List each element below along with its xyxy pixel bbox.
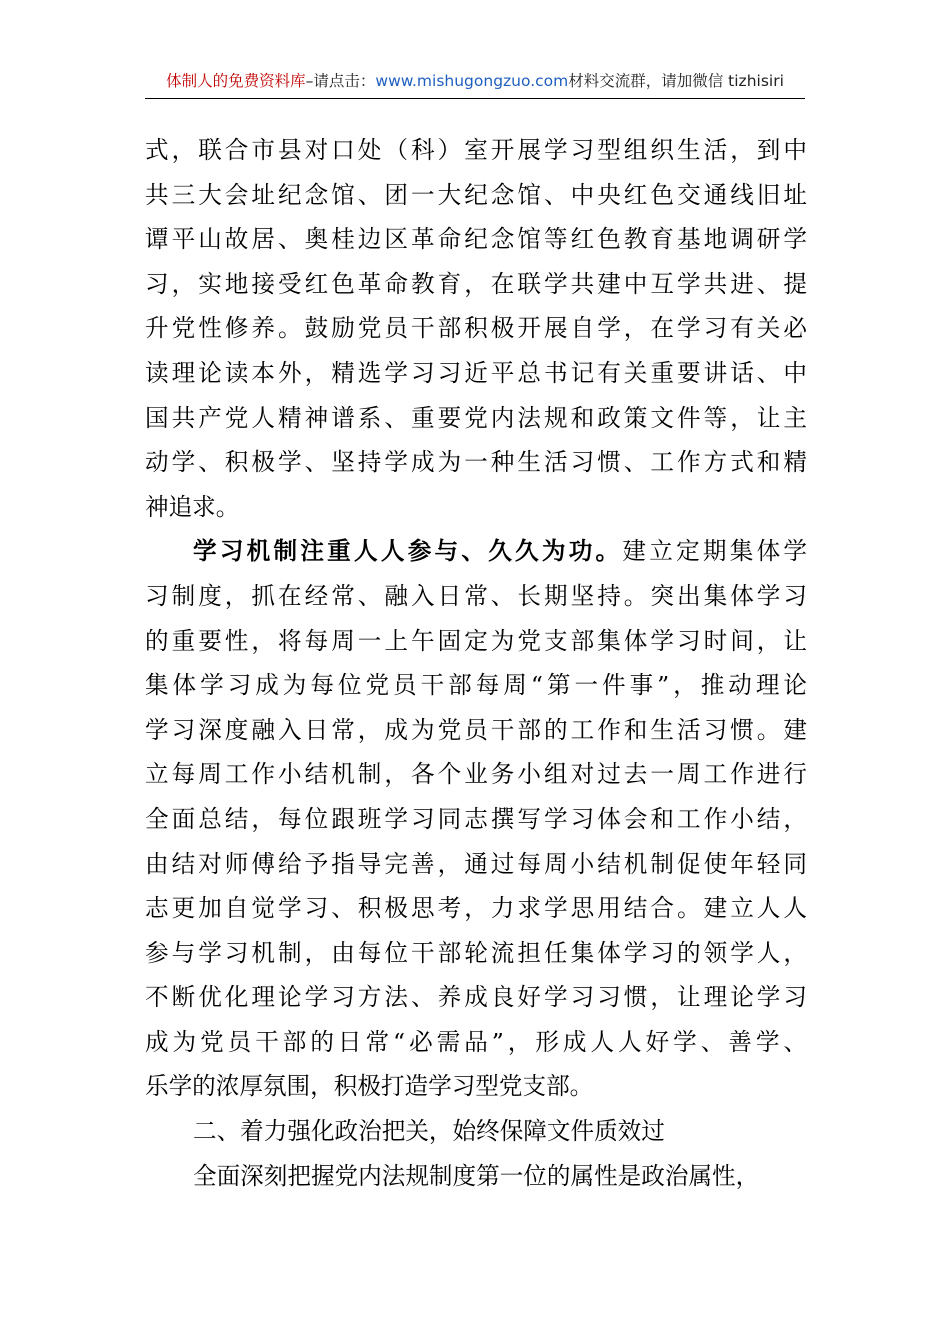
paragraph-line: 谭平山故居、奥桂边区革命纪念馆等红色教育基地调研学	[145, 225, 807, 254]
paragraph-line: 动学、积极学、坚持学成为一种生活习惯、工作方式和精	[145, 448, 807, 477]
bold-lead-sentence: 学习机制注重人人参与、久久为功。	[193, 537, 623, 566]
paragraph-first-line: 全面深刻把握党内法规制度第一位的属性是政治属性，	[193, 1161, 760, 1190]
paragraph-line: 乐学的浓厚氛围，积极打造学习型党支部。	[145, 1072, 594, 1101]
paragraph-line: 由结对师傅给予指导完善，通过每周小结机制促使年轻同	[145, 849, 807, 878]
paragraph-line: 志更加自觉学习、积极思考，力求学思用结合。建立人人	[145, 894, 807, 923]
paragraph-line: 习，实地接受红色革命教育，在联学共建中互学共进、提	[145, 269, 807, 298]
paragraph-line: 学习深度融入日常，成为党员干部的工作和生活习惯。建	[145, 715, 807, 744]
paragraph-line: 国共产党人精神谱系、重要党内法规和政策文件等，让主	[145, 403, 807, 432]
paragraph-1	[145, 128, 807, 529]
page-header	[145, 64, 805, 99]
paragraph-line: 升党性修养。鼓励党员干部积极开展自学，在学习有关必	[145, 314, 807, 343]
paragraph-line: 的重要性，将每周一上午固定为党支部集体学习时间，让	[145, 626, 807, 655]
paragraph-line: 立每周工作小结机制，各个业务小组对过去一周工作进行	[145, 760, 807, 789]
paragraph-3	[145, 1154, 807, 1199]
paragraph-line: 共三大会址纪念馆、团一大纪念馆、中央红色交通线旧址	[145, 180, 807, 209]
paragraph-first-line	[145, 529, 807, 574]
paragraph-line: 读理论读本外，精选学习习近平总书记有关重要讲话、中	[145, 358, 807, 387]
paragraph-line: 成为党员干部的日常“必需品”，形成人人好学、善学、	[145, 1027, 807, 1056]
paragraph-2	[145, 529, 807, 1109]
document-body	[145, 128, 807, 1198]
paragraph-line: 习制度，抓在经常、融入日常、长期坚持。突出集体学习	[145, 581, 807, 610]
paragraph-line: 参与学习机制，由每位干部轮流担任集体学习的领学人，	[145, 938, 807, 967]
paragraph-line: 式，联合市县对口处（科）室开展学习型组织生活，到中	[145, 136, 807, 164]
paragraph-line: 集体学习成为每位党员干部每周“第一件事”，推动理论	[145, 671, 807, 700]
header-brand: 体制人的免费资料库	[166, 72, 306, 90]
first-line-rest: 建立定期集体学	[622, 537, 807, 566]
paragraph-line: 神追求。	[145, 492, 240, 521]
header-url-link[interactable]: www.mishugongzuo.com	[375, 72, 569, 90]
paragraph-line: 不断优化理论学习方法、养成良好学习习惯，让理论学习	[145, 983, 807, 1012]
header-suffix: 材料交流群，请加微信 tizhisiri	[568, 72, 784, 90]
section-heading: 二、着力强化政治把关，始终保障文件质效过	[193, 1117, 665, 1146]
paragraph-line: 全面总结，每位跟班学习同志撰写学习体会和工作小结，	[145, 804, 807, 833]
header-prompt: –请点击：	[305, 72, 376, 90]
